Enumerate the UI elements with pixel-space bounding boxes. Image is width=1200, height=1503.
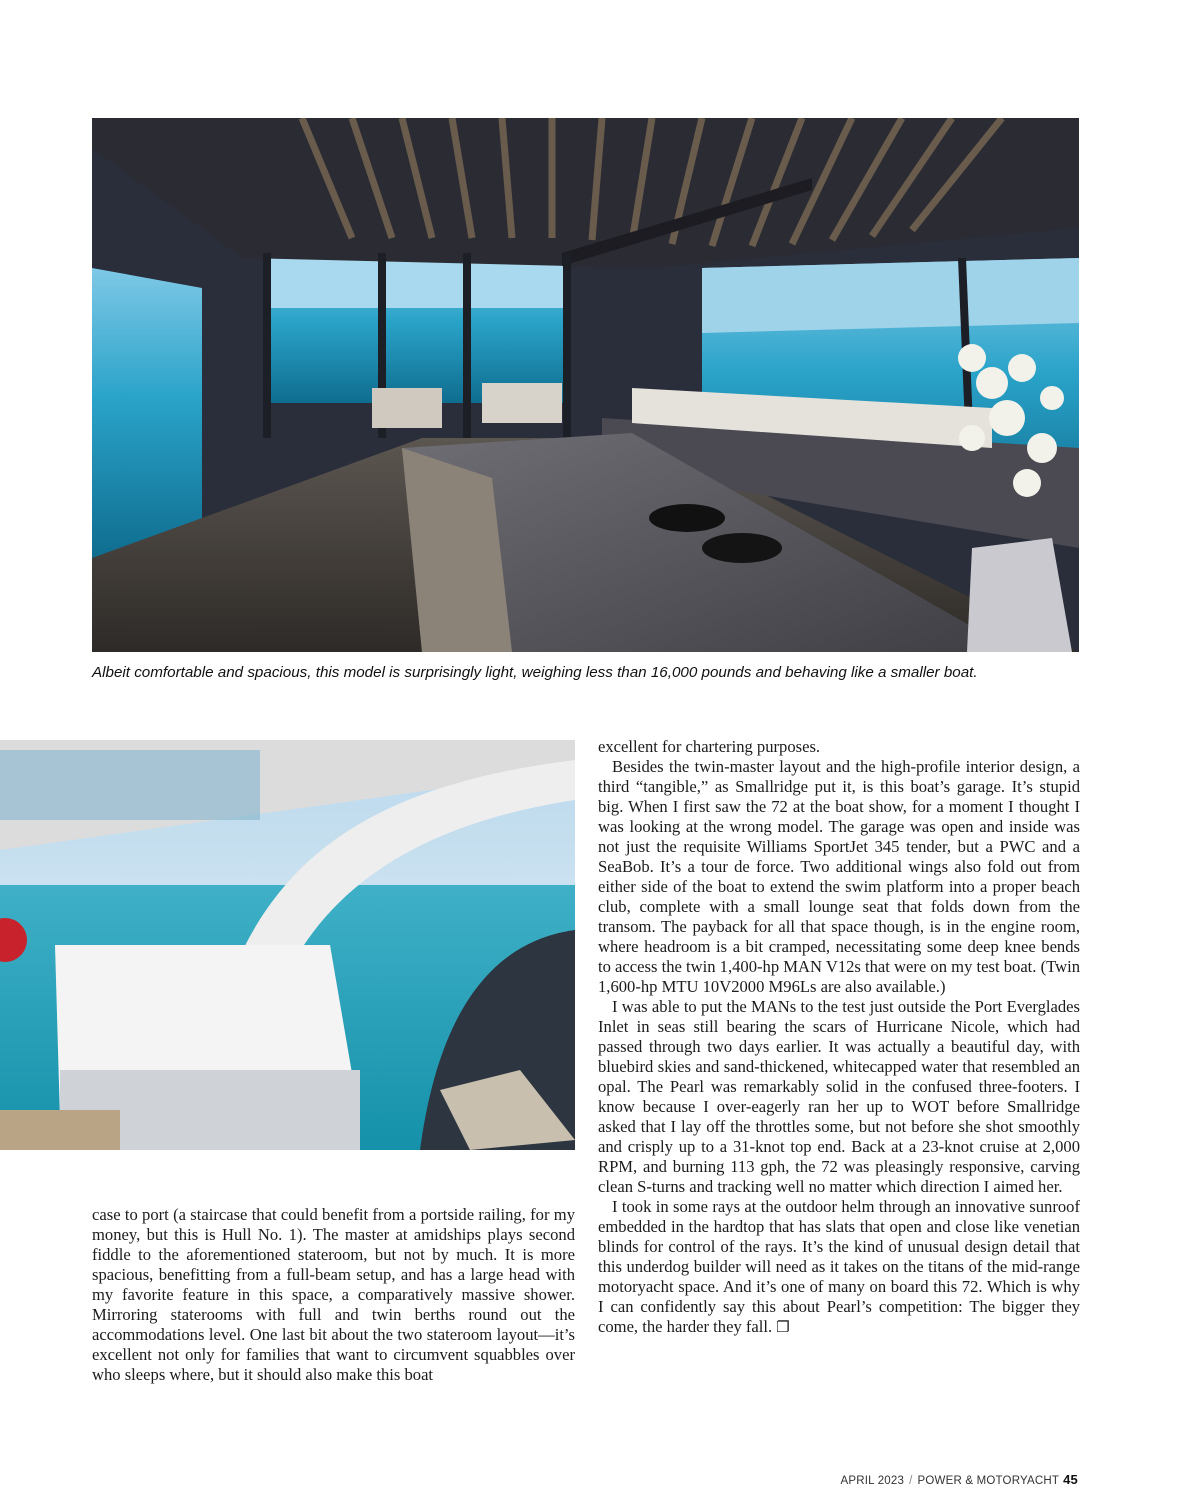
article-paragraph: Besides the twin-master layout and the high-profile interior design, a third “tangible,” as Smallridge put it, is this boat’s garage. It’s stupid big. When I first saw the 72 at the boat show, for a moment I thought I was looking at the wrong model. The garage was open and inside was not just the requisite Williams SportJet 345 tender, but a PWC and a SeaBob. It’s a tour de force. Two additional wings also fold out from either side of the boat to extend the swim platform into a proper beach club, complete with a small lounge seat that folds down from the transom. The payback for all that space though, is in the engine room, where headroom is a bit cramped, necessitating some deep knee bends to access the twin 1,400-hp MAN V12s that were on my test boat. (Twin 1,600-hp MTU 10V2000 M96Ls are also available.) — [598, 757, 1080, 996]
article-paragraph-text: I took in some rays at the outdoor helm through an innovative sunroof embedded in the hardtop that has slats that open and close like venetian blinds for control of the rays. It’s the kind of unusual design detail that this underdog builder will need as it takes on the titans of the mid-range motoryacht space. And it’s one of many on board this 72. Which is why I can confidently say this about Pearl’s competition: The bigger they come, the harder they fall. — [598, 1197, 1080, 1336]
folio-issue: APRIL 2023 — [840, 1475, 905, 1487]
page-folio — [841, 1472, 1079, 1487]
article-paragraph: excellent for chartering purposes. — [598, 737, 821, 756]
article-paragraph-final — [598, 1197, 1080, 1337]
salon-interior-photo — [92, 118, 1079, 652]
article-paragraph: case to port (a staircase that could benefit from a portside railing, for my money, but this is Hull No. 1). The master at amidships plays second fiddle to the aforementioned stateroom, but not by much. It is more spacious, benefitting from a full-beam setup, and has a large head with my favorite feature in this space, a comparatively massive shower. Mirroring staterooms with full and twin berths round out the accommodations level. One last bit about the two stateroom layout—it’s excellent not only for families that want to circumvent squabbles over who sleeps where, but it should also make this boat — [92, 1205, 575, 1384]
article-column-right — [598, 737, 1080, 1337]
folio-separator: / — [909, 1475, 913, 1487]
end-mark-icon: ❐ — [776, 1318, 790, 1336]
photo-caption: Albeit comfortable and spacious, this model is surprisingly light, weighing less than 16,000 pounds and behaving like a smaller boat. — [92, 664, 978, 681]
flybridge-photo — [0, 740, 575, 1150]
article-paragraph: I was able to put the MANs to the test just outside the Port Everglades Inlet in seas still bearing the scars of Hurricane Nicole, which had passed through two days earlier. It was actually a beautiful day, with bluebird skies and sand-thickened, whitecapped water that resembled an opal. The Pearl was remarkably solid in the confused three-footers. I know because I over-eagerly ran her up to WOT before Smallridge asked that I lay off the throttles some, but not before she shot smoothly and crisply up to a 31-knot top end. Back at a 23-knot cruise at 2,000 RPM, and burning 113 gph, the 72 was pleasingly responsive, carving clean S-turns and tracking well no matter which direction I aimed her. — [598, 997, 1080, 1196]
salon-interior-illustration — [92, 118, 1079, 652]
flybridge-illustration — [0, 740, 575, 1150]
article-column-left — [92, 1205, 575, 1385]
folio-magazine: POWER & MOTORYACHT — [917, 1475, 1060, 1487]
page-number: 45 — [1063, 1472, 1078, 1487]
